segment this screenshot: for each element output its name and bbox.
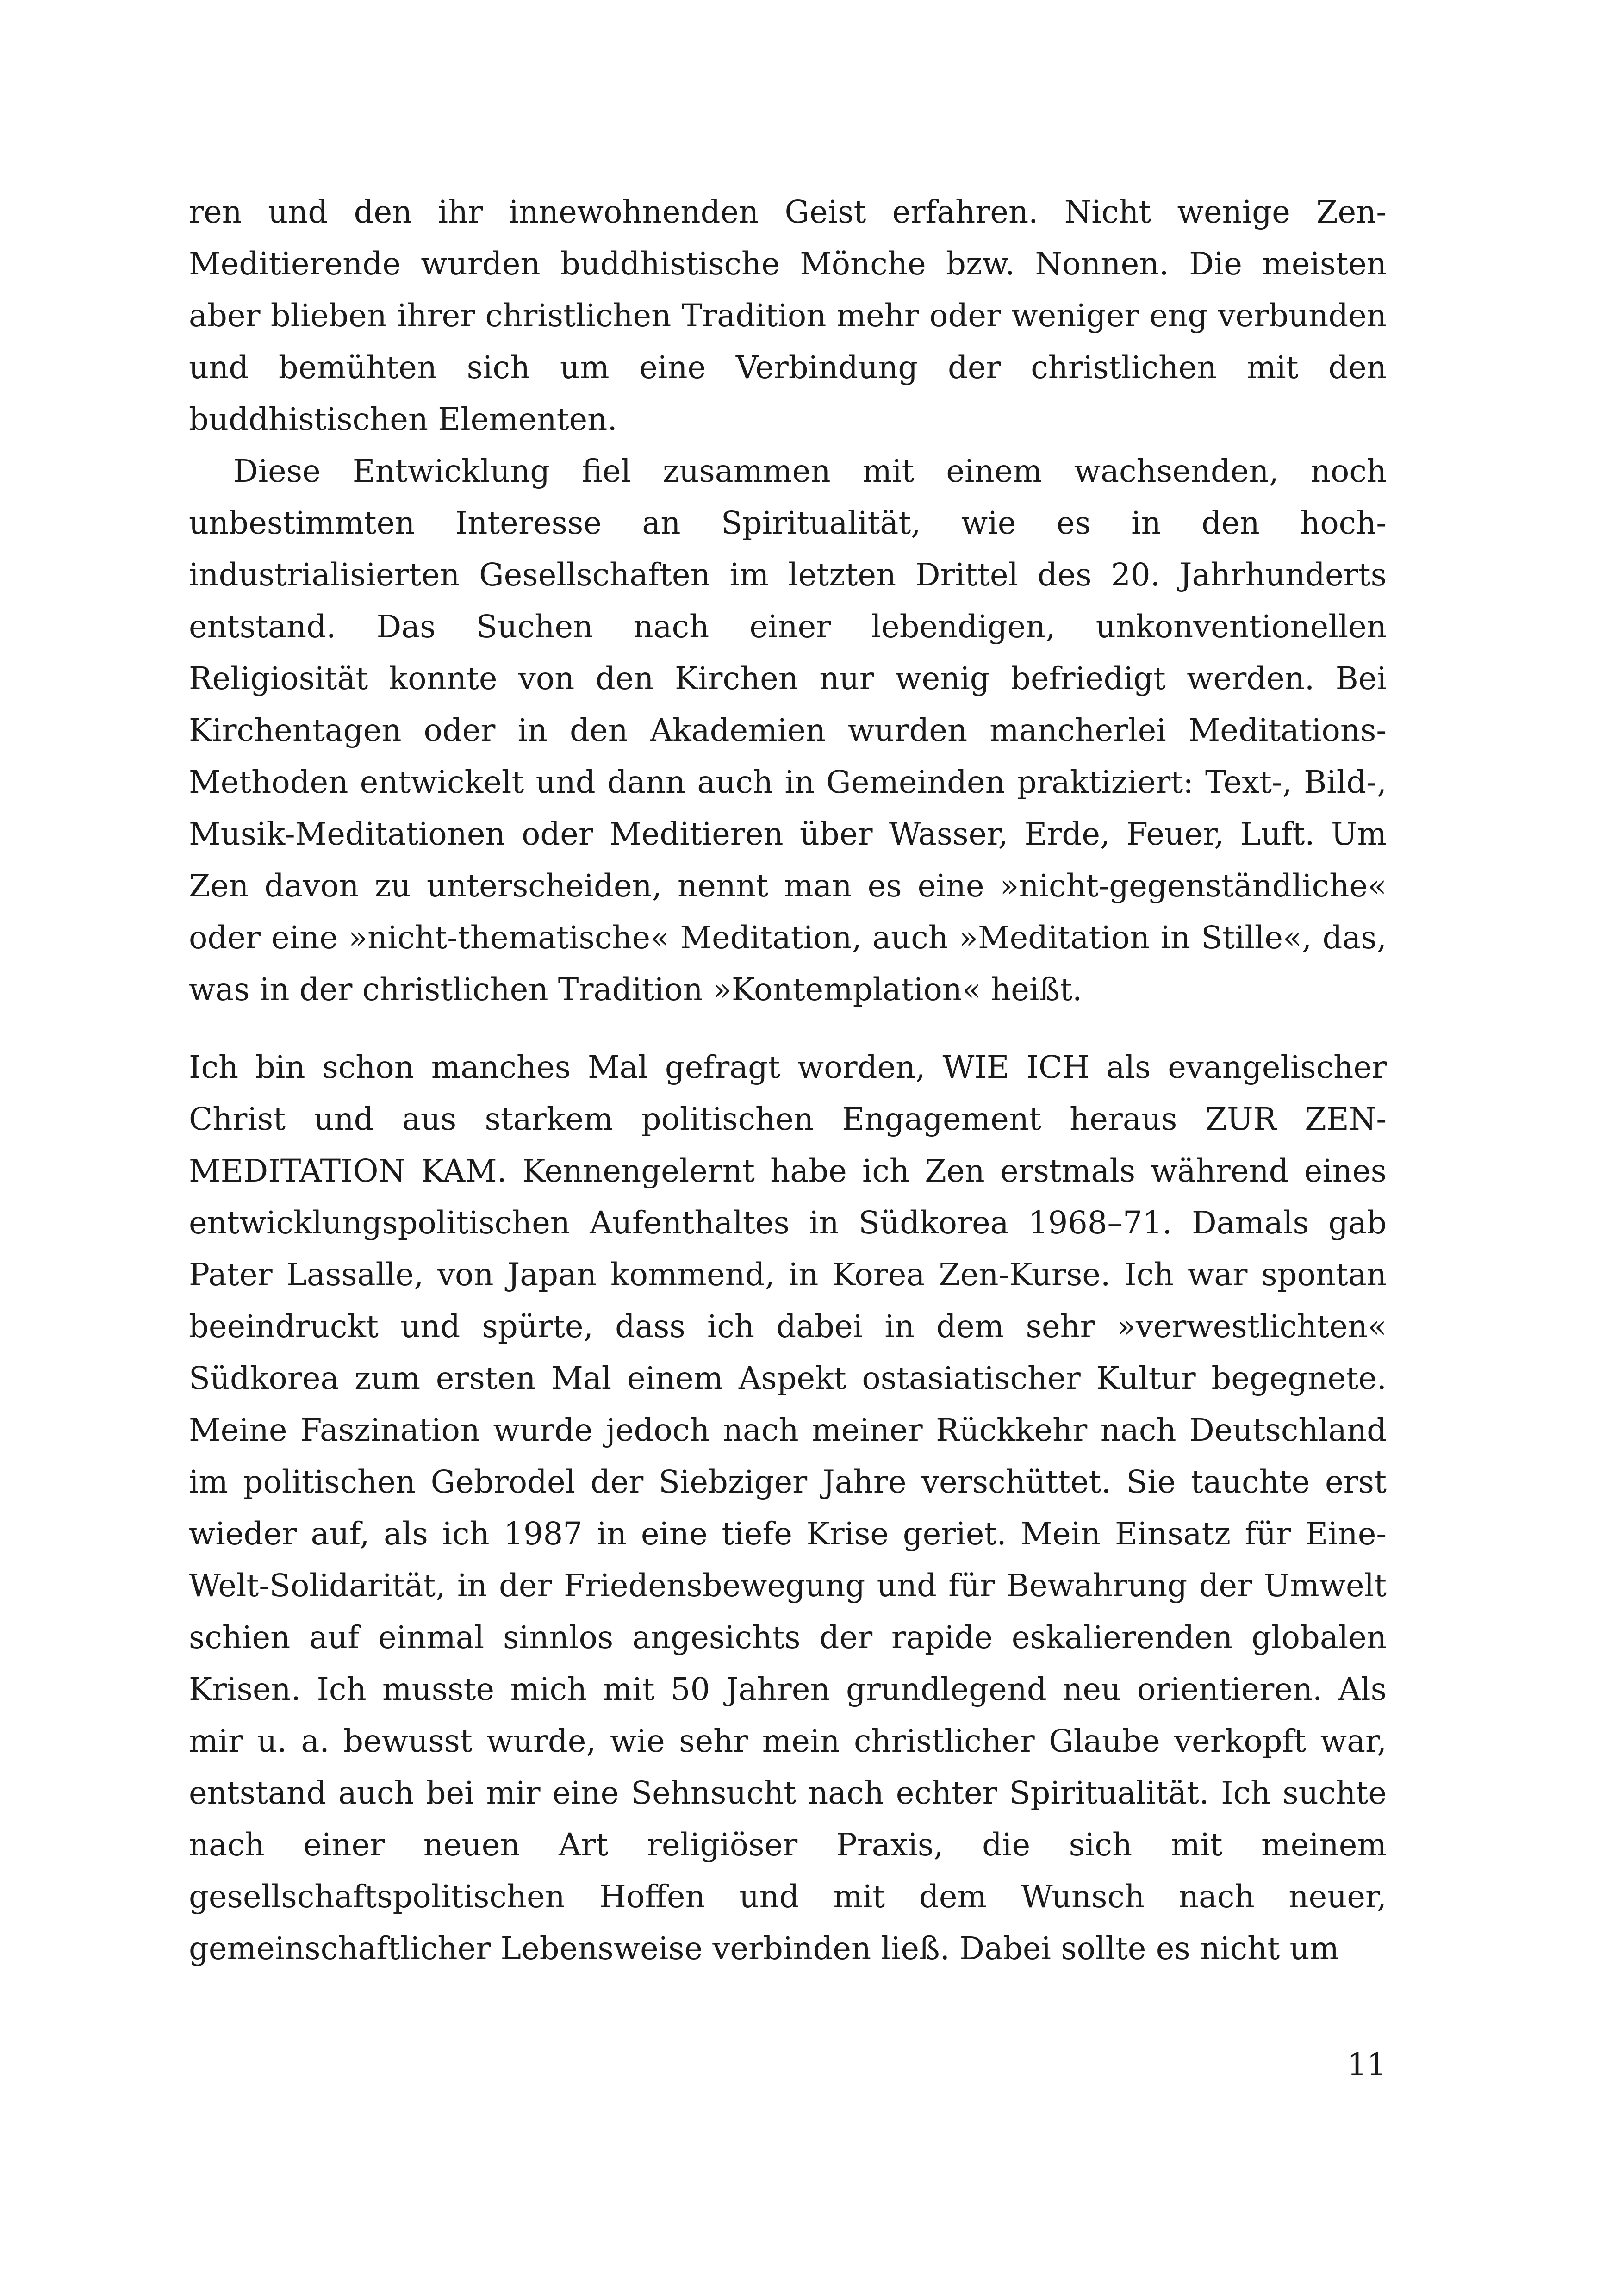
text-section-2: [189, 1041, 1387, 1974]
paragraph-3: Ich bin schon manches Mal gefragt worden, WIE ICH als evangelischer Christ und aus starkem politischen Engagement heraus ZUR ZEN-MEDITATION KAM. Kennengelernt habe ich Zen erstmals während eines entwicklungspolitischen Aufenthaltes in Südkorea 1968–71. Damals gab Pater Lassalle, von Japan kommend, in Korea Zen-Kurse. Ich war spontan beeindruckt und spürte, dass ich dabei in dem sehr »verwestlichten« Südkorea zum ersten Mal einem Aspekt ostasiatischer Kultur begegnete. Meine Faszination wurde jedoch nach meiner Rückkehr nach Deutschland im politischen Gebrodel der Siebziger Jahre verschüttet. Sie tauchte erst wieder auf, als ich 1987 in eine tiefe Krise geriet. Mein Einsatz für Eine-Welt-Solidarität, in der Friedensbewegung und für Bewahrung der Umwelt schien auf einmal sinnlos angesichts der rapide eskalierenden globalen Krisen. Ich musste mich mit 50 Jahren grundlegend neu orientieren. Als mir u. a. bewusst wurde, wie sehr mein christlicher Glaube verkopft war, entstand auch bei mir eine Sehnsucht nach echter Spiritualität. Ich suchte nach einer neuen Art religiöser Praxis, die sich mit meinem gesellschaftspolitischen Hoffen und mit dem Wunsch nach neuer, gemeinschaftlicher Lebensweise verbinden ließ. Dabei sollte es nicht um: [189, 1049, 1387, 1966]
paragraph-1: ren und den ihr innewohnenden Geist erfahren. Nicht wenige Zen-Meditierende wurden buddhistische Mönche bzw. Nonnen. Die meisten aber blieben ihrer christlichen Tradition mehr oder weniger eng verbunden und bemühten sich um eine Verbindung der christlichen mit den buddhistischen Elementen.: [189, 194, 1387, 437]
paragraph-2: Diese Entwicklung fiel zusammen mit einem wachsenden, noch unbestimmten Interesse an Spiritualität, wie es in den hoch-industrialisierten Gesellschaften im letzten Drittel des 20. Jahrhunderts entstand. Das Suchen nach einer lebendigen, unkonventionellen Religiosität konnte von den Kirchen nur wenig befriedigt werden. Bei Kirchentagen oder in den Akademien wurden mancherlei Meditations-Methoden entwickelt und dann auch in Gemeinden praktiziert: Text-, Bild-, Musik-Meditationen oder Meditieren über Wasser, Erde, Feuer, Luft. Um Zen davon zu unterscheiden, nennt man es eine »nicht-gegenständliche« oder eine »nicht-thematische« Meditation, auch »Meditation in Stille«, das, was in der christlichen Tradition »Kontemplation« heißt.: [189, 453, 1387, 1008]
page-number: 11: [1347, 2047, 1387, 2083]
text-section-1: [189, 186, 1387, 1015]
